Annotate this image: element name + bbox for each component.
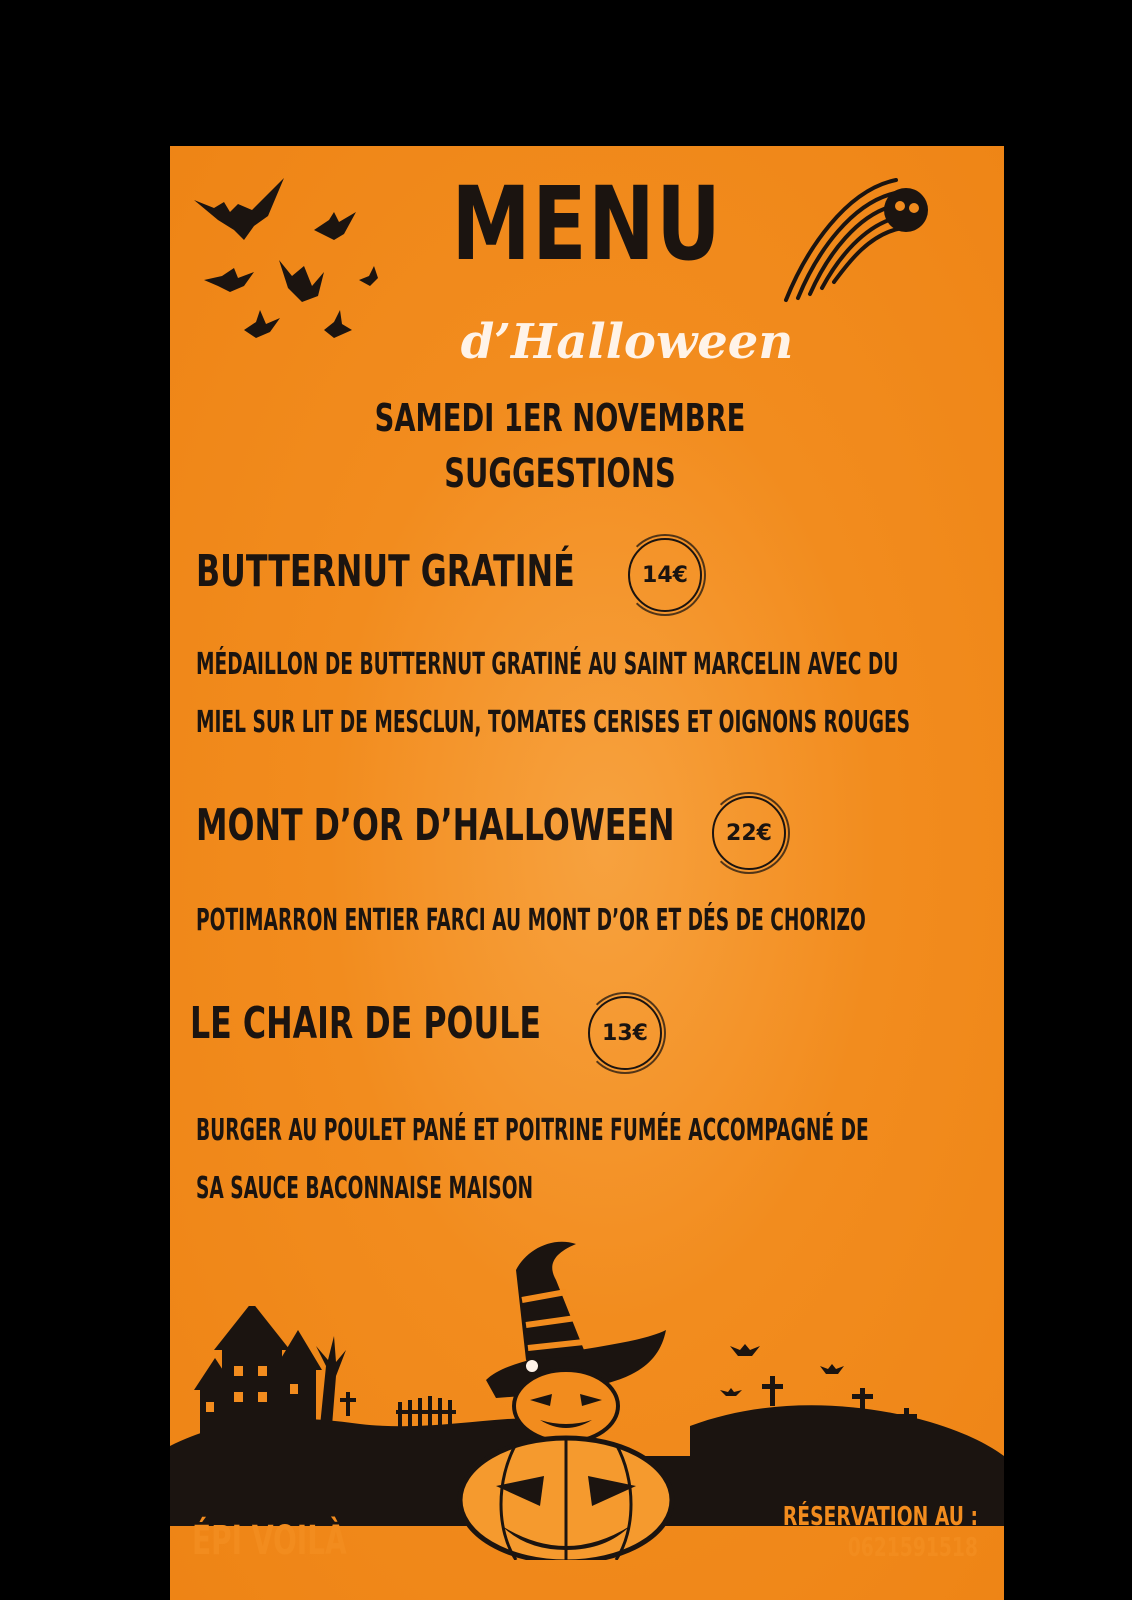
reservation-info: [783, 1502, 978, 1564]
dish-name: LE CHAIR DE POULE: [190, 998, 542, 1049]
menu-date: SAMEDI 1ER NOVEMBRE: [374, 396, 746, 440]
pumpkin-icon: [456, 1230, 686, 1560]
menu-poster: [170, 146, 1004, 1600]
menu-subtitle: d’Halloween: [460, 314, 794, 370]
dish-name: BUTTERNUT GRATINÉ: [196, 546, 575, 597]
reservation-label: RÉSERVATION AU :: [782, 1502, 978, 1532]
dish-description: BURGER AU POULET PANÉ ET POITRINE FUMÉE ACCOMPAGNÉ DE SA SAUCE BACONNAISE MAISON: [196, 1113, 869, 1206]
brand-name: ÉPI VOILÀ: [192, 1518, 347, 1564]
price-badge: 22€: [712, 796, 786, 870]
menu-title: MENU: [451, 165, 723, 284]
reservation-phone[interactable]: 0621591518: [847, 1533, 978, 1563]
dish-name: MONT D’OR D’HALLOWEEN: [196, 800, 675, 851]
section-heading: SUGGESTIONS: [444, 451, 676, 497]
dish-description: POTIMARRON ENTIER FARCI AU MONT D’OR ET DÉS DE CHORIZO: [196, 903, 866, 938]
dish-description: MÉDAILLON DE BUTTERNUT GRATINÉ AU SAINT MARCELIN AVEC DU MIEL SUR LIT DE MESCLUN, TOMATES CERISES ET OIGNONS ROUGES: [196, 647, 911, 740]
price-badge: 13€: [588, 996, 662, 1070]
price-badge: 14€: [628, 538, 702, 612]
